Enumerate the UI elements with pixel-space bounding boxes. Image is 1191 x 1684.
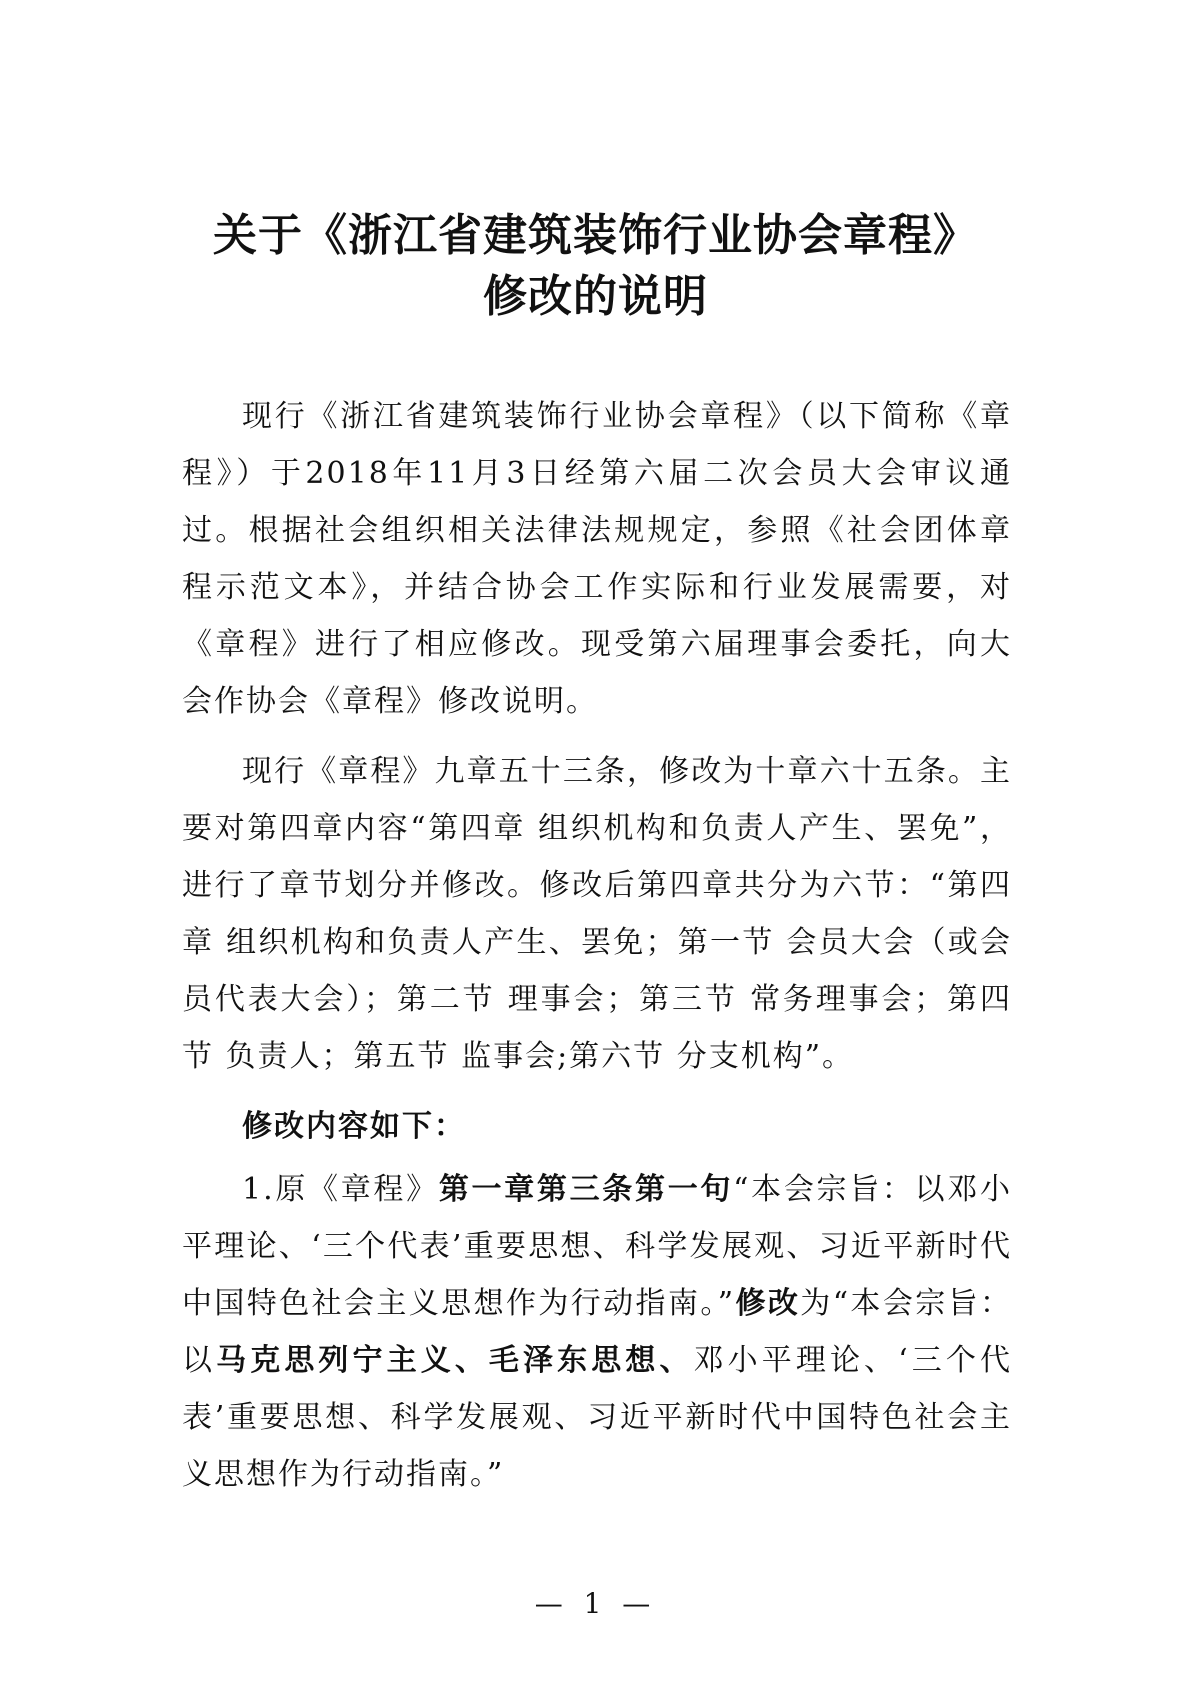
page-number: — 1 — — [534, 1587, 657, 1620]
paragraph-item-1 — [182, 1161, 1012, 1503]
paragraph-intro: 现行《浙江省建筑装饰行业协会章程》（以下简称《章程》）于2018年11月3日经第六届二次会员大会审议通过。根据社会组织相关法律法规规定，参照《社会团体章程示范文本》，并结合协会工作实际和行业发展需要，对《章程》进行了相应修改。现受第六届理事会委托，向大会作协会《章程》修改说明。 — [182, 399, 1012, 719]
item-1-modify-label: 修改 — [735, 1286, 801, 1321]
section-heading: 修改内容如下： — [242, 1109, 466, 1144]
item-1-new-text-start: 为“本会宗旨：以 — [182, 1286, 1013, 1378]
item-1-added-text: 马克思列宁主义、毛泽东思想、 — [216, 1343, 694, 1378]
item-1-prefix: 1.原《章程》 — [242, 1172, 439, 1207]
document-body — [182, 388, 1012, 1516]
document-title-line-1: 关于《浙江省建筑装饰行业协会章程》 — [213, 210, 978, 261]
item-1-clause-ref: 第一章第三条第一句 — [438, 1172, 734, 1207]
item-1-original-text: “本会宗旨：以邓小平理论、‘三个代表’重要思想、科学发展观、习近平新时代中国特色社会主义思想作为行动指南。” — [182, 1172, 1013, 1321]
paragraph-structure: 现行《章程》九章五十三条，修改为十章六十五条。主要对第四章内容“第四章 组织机构和负责人产生、罢免”，进行了章节划分并修改。修改后第四章共分为六节：“第四章 组织机构和负责人产生、罢免；第一节 会员大会（或会员代表大会）；第二节 理事会；第三节 常务理事会；第四节 负责人；第五节 监事会;第六节 分支机构”。 — [182, 754, 1012, 1074]
item-1-new-text-end: 邓小平理论、‘三个代表’重要思想、科学发展观、习近平新时代中国特色社会主义思想作为行动指南。” — [182, 1343, 1013, 1492]
document-title-line-2: 修改的说明 — [483, 271, 708, 322]
